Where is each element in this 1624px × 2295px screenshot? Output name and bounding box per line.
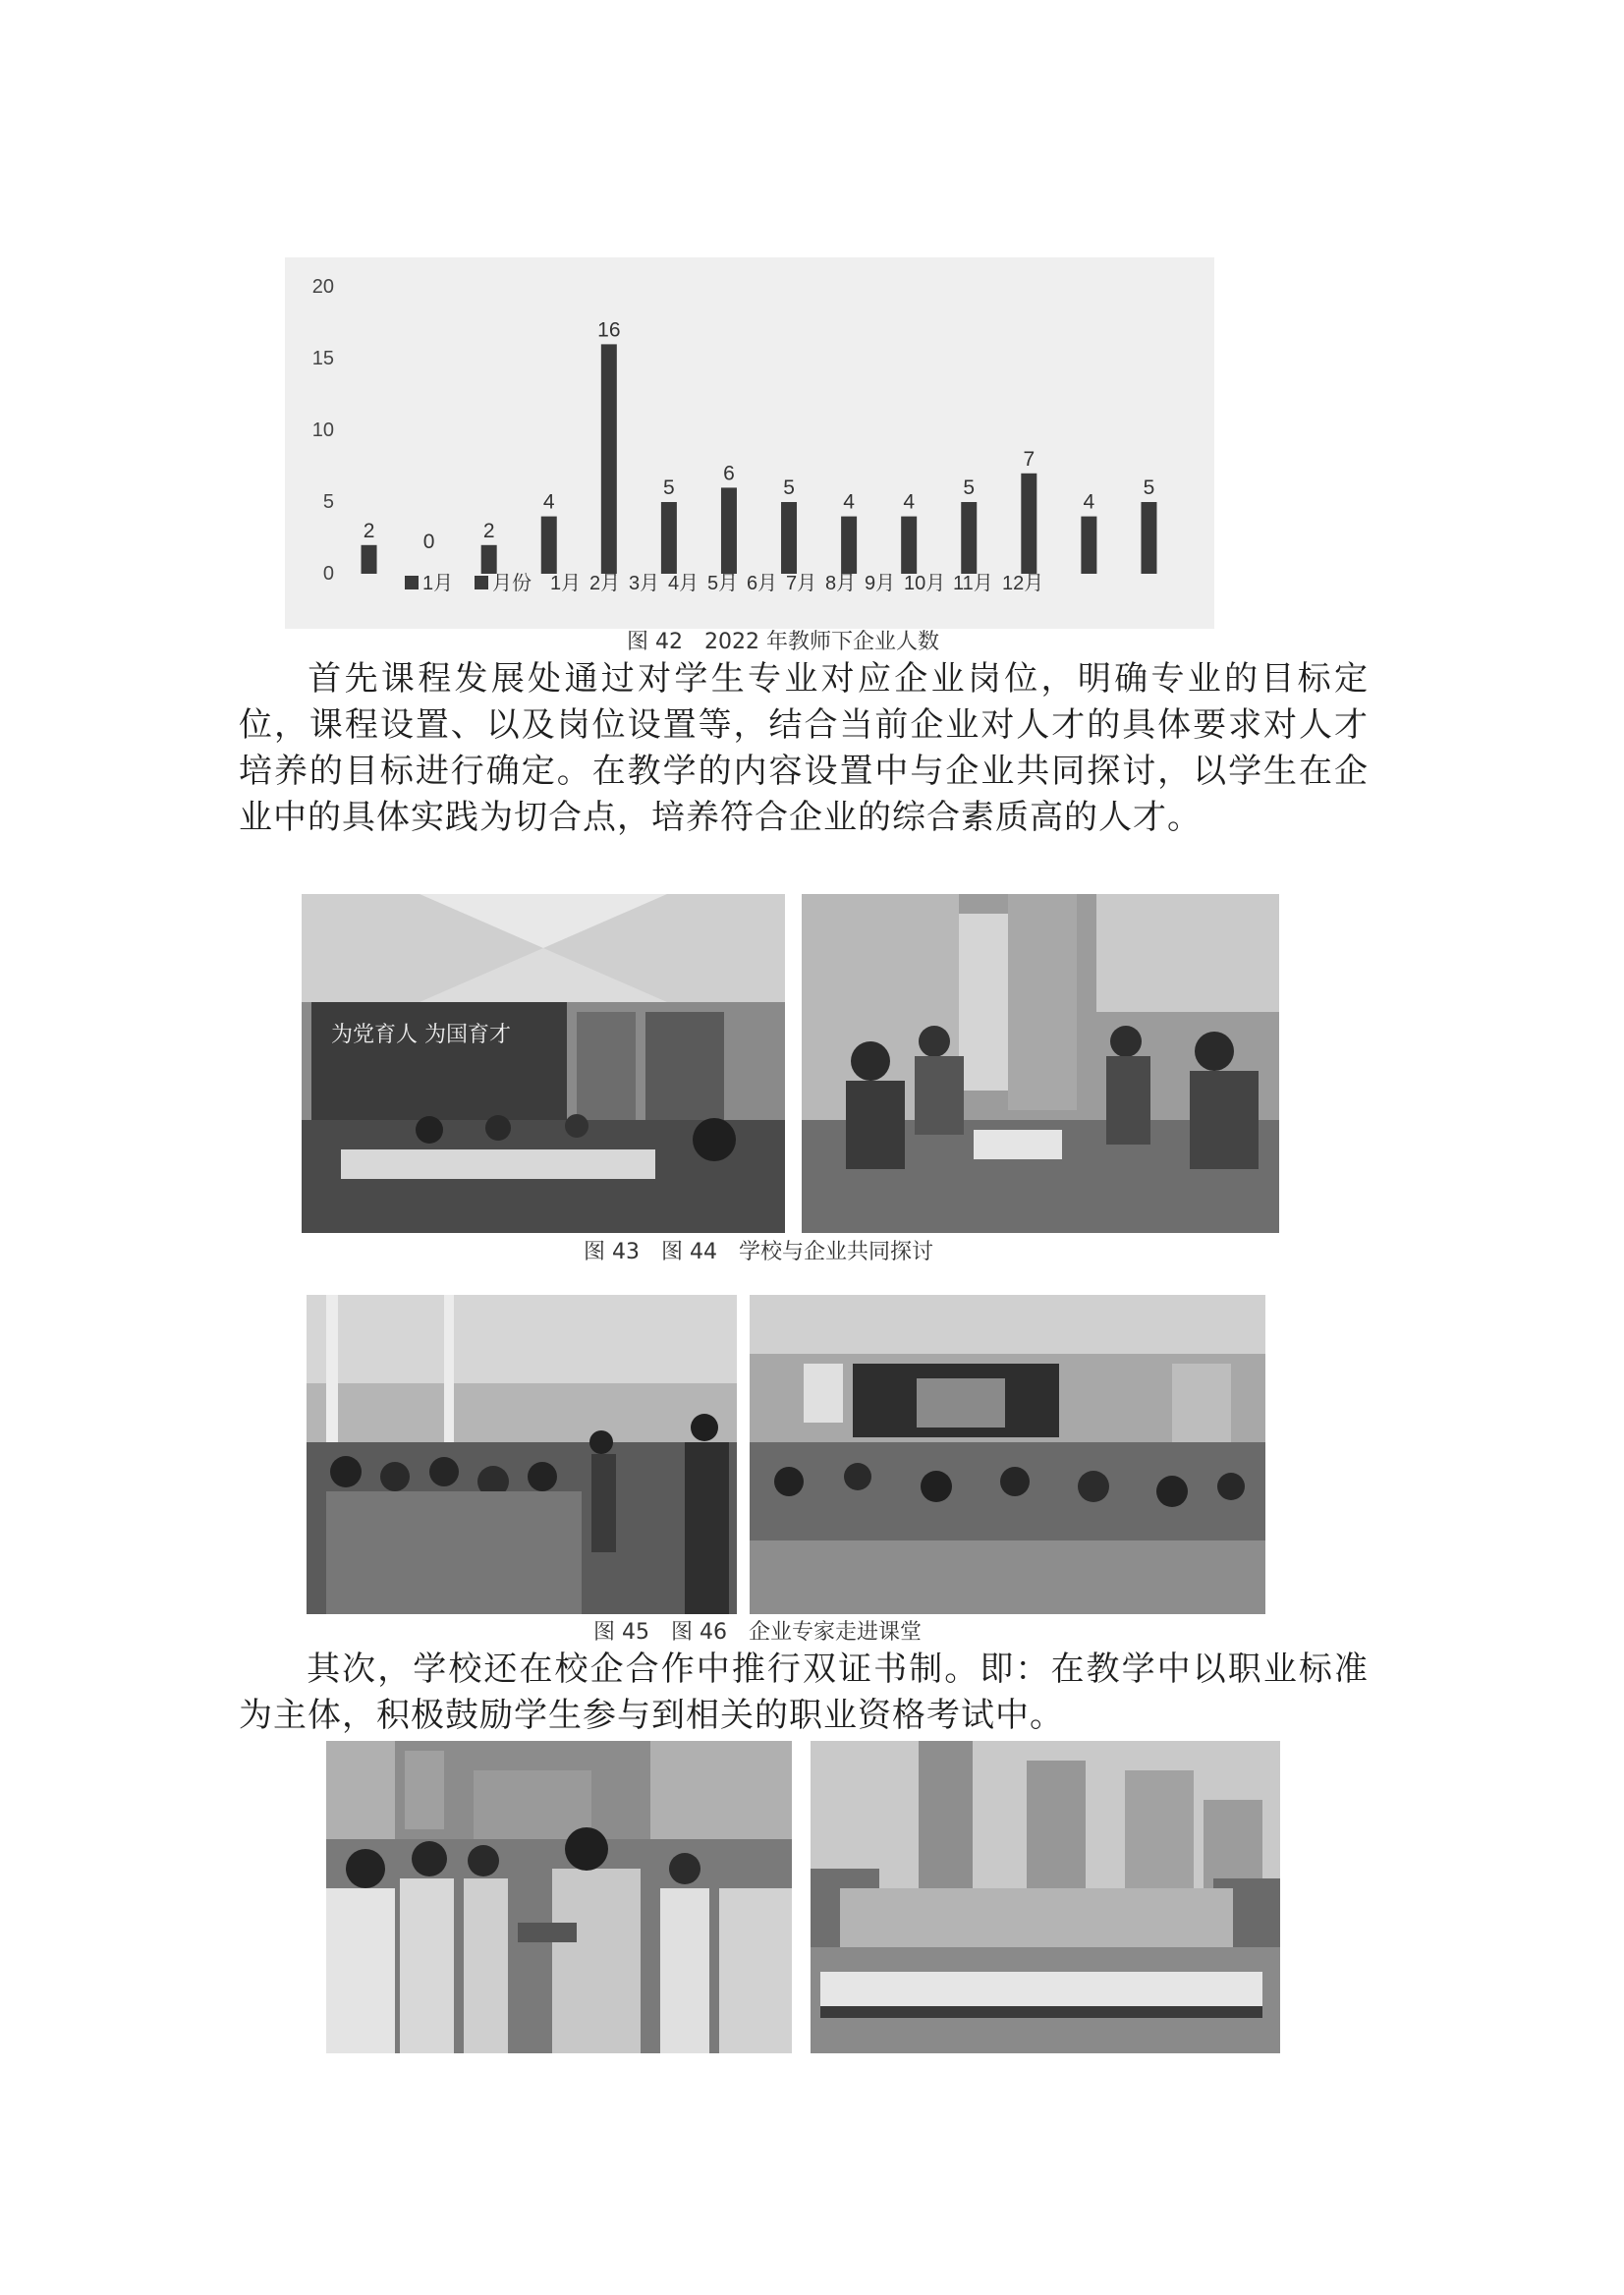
figure-43-44-caption: 图 43 图 44 学校与企业共同探讨 [584,1240,933,1264]
x-tick-label: 12月 [1002,573,1044,594]
bar [841,517,857,574]
figure-42-caption: 图 42 2022 年教师下企业人数 [627,630,939,654]
bar-chart-figure-42 [285,257,1214,629]
chart-canvas [285,257,1214,629]
bar [721,487,737,574]
bar-data-label: 5 [963,476,976,499]
bar-data-label: 4 [843,490,855,514]
bar-data-label: 4 [903,490,916,514]
bar-data-label: 5 [783,476,795,499]
bar-data-label: 4 [542,490,555,514]
certificate-ceremony-photo [326,1741,792,2053]
legend-swatch [475,576,488,589]
bar [362,545,377,574]
bar-data-label: 2 [482,519,495,542]
bar [541,517,557,574]
banner-text: 为党育人 为国育才 [331,1023,511,1047]
bar [901,517,917,574]
bar [481,545,497,574]
bar-data-label: 4 [1083,490,1095,514]
x-tick-label: 3月 [629,573,660,594]
x-tick-label: 5月 [707,573,739,594]
bar [1081,517,1096,574]
bar-data-label: 5 [1143,476,1155,499]
classroom-lecture-photo [307,1295,737,1614]
bar-data-label: 0 [422,531,435,553]
paragraph-dual-certificate-text: 其次，学校还在校企合作中推行双证书制。即：在教学中以职业标准为主体，积极鼓励学生参与到相关的职业资格考试中。 [239,1650,1369,1735]
bar-data-label: 6 [723,462,735,485]
bar [1021,474,1036,574]
bar [961,502,977,574]
x-tick-label: 4月 [668,573,700,594]
bar [601,344,617,574]
y-tick-label: 10 [311,420,334,441]
paragraph-dual-certificate [239,1647,1369,1739]
meeting-room-photo [302,894,785,1233]
group-photo [811,1741,1280,2053]
x-tick-label: 6月 [747,573,778,594]
discussion-photo [802,894,1279,1233]
x-tick-label: 9月 [865,573,896,594]
x-tick-label: 2月 [589,573,621,594]
bar-data-label: 5 [663,476,675,499]
y-tick-label: 20 [311,276,334,298]
paragraph-curriculum-text: 首先课程发展处通过对学生专业对应企业岗位，明确专业的目标定位，课程设置、以及岗位设置等，结合当前企业对人才的具体要求对人才培养的目标进行确定。在教学的内容设置中与企业共同探讨，以学生在企业中的具体实践为切合点，培养符合企业的综合素质高的人才。 [239,659,1369,837]
bar-data-label: 7 [1023,447,1036,471]
paragraph-curriculum [239,656,1369,841]
legend-label: 月份 [492,573,532,594]
figure-45-46-caption: 图 45 图 46 企业专家走进课堂 [593,1620,922,1645]
classroom-screen-photo [750,1295,1265,1614]
x-tick-label: 7月 [786,573,817,594]
bar-data-label: 2 [363,519,375,542]
y-tick-label: 0 [322,563,334,585]
x-tick-label: 8月 [825,573,857,594]
legend-label: 1月 [422,573,454,594]
x-tick-label: 10月 [904,573,946,594]
bar [661,502,677,574]
legend-swatch [405,576,419,589]
bar [781,502,797,574]
bar-data-label: 16 [597,318,621,342]
bar [1141,502,1156,574]
y-tick-label: 15 [311,348,334,369]
y-tick-label: 5 [322,491,334,513]
x-tick-label: 11月 [953,573,993,594]
x-tick-label: 1月 [550,573,582,594]
